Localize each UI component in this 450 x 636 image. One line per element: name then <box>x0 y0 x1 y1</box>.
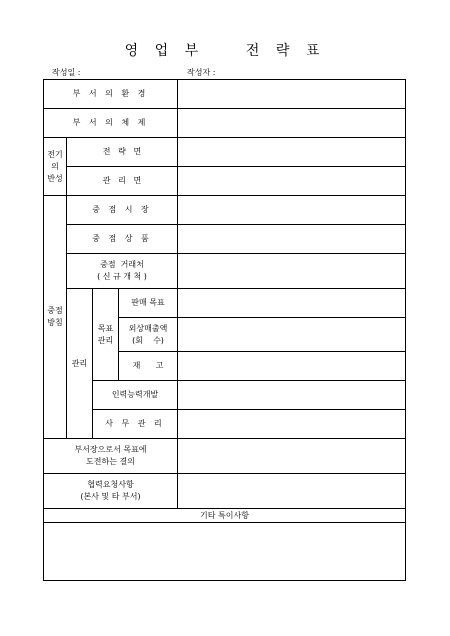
other-notes-field[interactable] <box>44 523 406 581</box>
cooperation-field[interactable] <box>178 474 406 509</box>
head-resolution-label: 부서장으로서 목표에 도전하는 결의 <box>44 439 178 474</box>
dept-structure-field[interactable] <box>178 109 406 138</box>
inventory-label: 재 고 <box>119 352 178 381</box>
focus-market-label: 중 점 시 장 <box>67 196 178 225</box>
target-group-label: 목표 관리 <box>93 289 119 381</box>
dept-environment-label: 부 서 의 환 경 <box>44 80 178 109</box>
focus-client-label: 중점 거래처 ( 신 규 개 척 ) <box>67 254 178 289</box>
focus-market-field[interactable] <box>178 196 406 225</box>
focus-product-field[interactable] <box>178 225 406 254</box>
strategy-field[interactable] <box>178 138 406 167</box>
sales-target-field[interactable] <box>178 289 406 318</box>
management-group-label: 관리 <box>67 289 93 439</box>
focus-group-label: 중점 방침 <box>44 196 67 439</box>
head-resolution-field[interactable] <box>178 439 406 474</box>
page-title: 영 업 부 전 략 표 <box>124 43 326 59</box>
collection-target-label: 외상매출액 (회 수) <box>119 318 178 352</box>
inventory-field[interactable] <box>178 352 406 381</box>
other-notes-label: 기타 특이사항 <box>44 509 406 523</box>
focus-client-field[interactable] <box>178 254 406 289</box>
date-label: 작성일 : <box>52 68 81 77</box>
dept-environment-field[interactable] <box>178 80 406 109</box>
management-field[interactable] <box>178 167 406 196</box>
office-management-field[interactable] <box>178 410 406 439</box>
cooperation-label: 협력요청사항 (본사 및 타 부서) <box>44 474 178 509</box>
collection-target-field[interactable] <box>178 318 406 352</box>
hr-development-field[interactable] <box>178 381 406 410</box>
management-label: 관 리 면 <box>67 167 178 196</box>
office-management-label: 사 무 관 리 <box>93 410 178 439</box>
dept-structure-label: 부 서 의 체 제 <box>44 109 178 138</box>
focus-product-label: 중 점 상 품 <box>67 225 178 254</box>
author-label: 작성자 : <box>187 68 216 77</box>
strategy-label: 전 략 면 <box>67 138 178 167</box>
review-group-label: 전기 의 반성 <box>44 138 67 196</box>
hr-development-label: 인력능력개발 <box>93 381 178 410</box>
strategy-form-table <box>43 79 406 581</box>
sales-target-label: 판매 목표 <box>119 289 178 318</box>
